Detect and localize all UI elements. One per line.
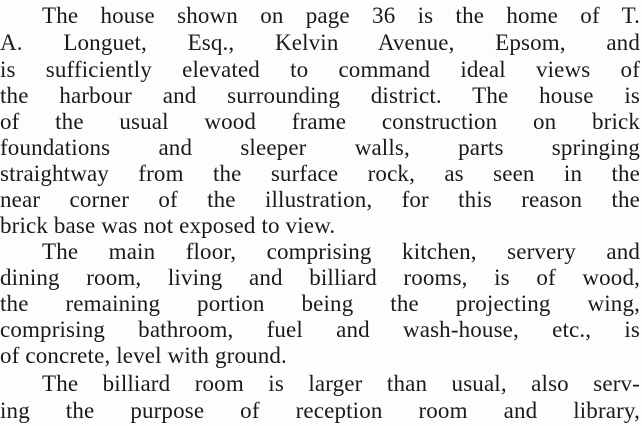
text-line: is sufficiently elevated to command ideal views of xyxy=(0,57,640,82)
text-line: the harbour and surrounding district. The house is xyxy=(0,83,640,108)
text-line: brick base was not exposed to view. xyxy=(0,213,336,238)
text-line: The main floor, comprising kitchen, servery and xyxy=(42,239,640,264)
text-line: The house shown on page 36 is the home of T. xyxy=(42,3,640,28)
text-line: The billiard room is larger than usual, also serv- xyxy=(42,371,640,396)
text-line: straightway from the surface rock, as seen in the xyxy=(0,161,640,186)
text-line: foundations and sleeper walls, parts springing xyxy=(0,135,640,160)
text-line: dining room, living and billiard rooms, is of wood, xyxy=(0,265,640,290)
text-line: of the usual wood frame construction on brick xyxy=(0,109,640,134)
text-line: near corner of the illustration, for this reason the xyxy=(0,187,640,212)
text-line: the remaining portion being the projecting wing, xyxy=(0,291,640,316)
text-line: A. Longuet, Esq., Kelvin Avenue, Epsom, and xyxy=(0,30,640,55)
text-line: comprising bathroom, fuel and wash-house, etc., is xyxy=(0,317,640,342)
text-line: ing the purpose of reception room and library, xyxy=(0,398,640,423)
text-line: of concrete, level with ground. xyxy=(0,343,287,368)
